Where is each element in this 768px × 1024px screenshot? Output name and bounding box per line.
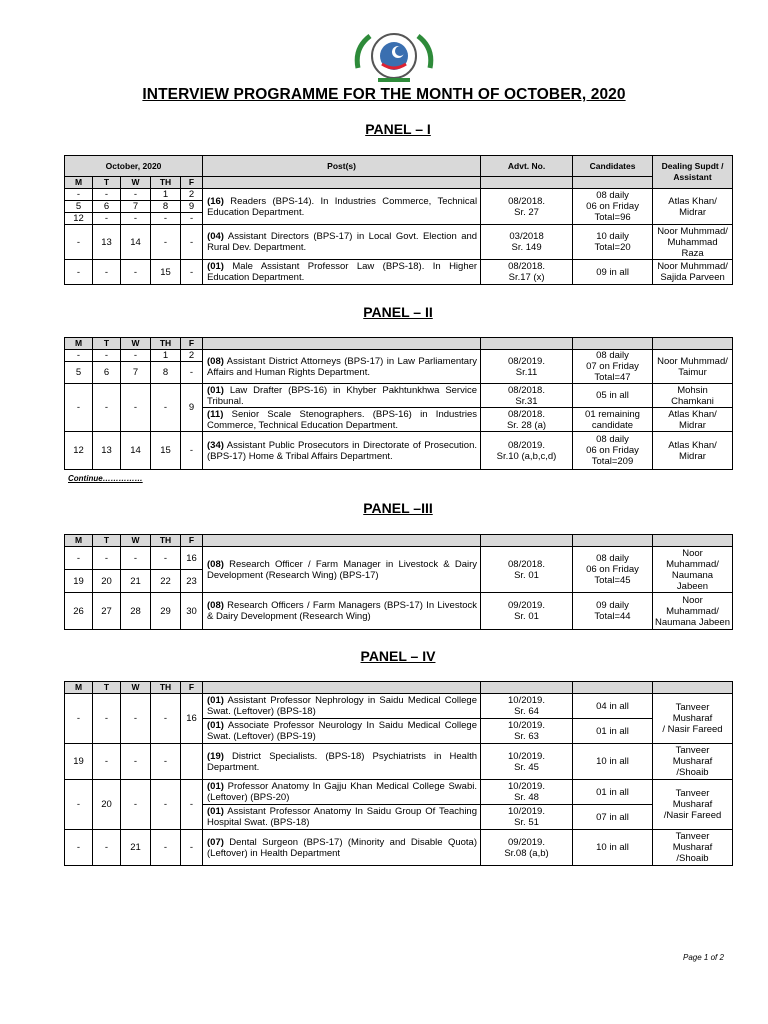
post-cell: (34) Assistant Public Prosecutors in Directorate of Prosecution. (BPS-17) Home & Tribal Affairs Department. [203,432,481,470]
day-cell: - [93,260,121,285]
candidates-cell: 01 in all [573,719,653,744]
day-cell: - [151,213,181,225]
day-cell: - [93,384,121,432]
post-cell: (16) Readers (BPS-14). In Industries Commerce, Technical Education Department. [203,189,481,225]
day-cell: - [151,384,181,432]
candidates-cell: 08 daily 07 on Friday Total=47 [573,350,653,384]
panel-4-table [64,681,733,866]
day-cell: - [121,780,151,830]
day-header: F [181,338,203,350]
supdt-cell: Noor Muhammad/ Naumana Jabeen [653,547,733,593]
day-header: W [121,682,151,694]
advt-cell: 08/2019. Sr.11 [481,350,573,384]
day-cell: - [121,260,151,285]
day-cell: 15 [151,260,181,285]
day-cell: 26 [65,593,93,630]
day-cell: - [65,350,93,362]
day-cell: - [121,694,151,744]
advt-cell: 09/2019. Sr. 01 [481,593,573,630]
day-cell: 27 [93,593,121,630]
month-header: October, 2020 [65,156,203,177]
day-header: T [93,338,121,350]
advt-cell: 03/2018 Sr. 149 [481,225,573,260]
candidates-cell: 09 in all [573,260,653,285]
day-cell: 1 [151,189,181,201]
candidates-cell: 08 daily 06 on Friday Total=96 [573,189,653,225]
advt-cell: 08/2019. Sr.10 (a,b,c,d) [481,432,573,470]
post-cell: (07) Dental Surgeon (BPS-17) (Minority and Disable Quota) (Leftover) in Health Department [203,830,481,866]
supdt-cell: Atlas Khan/ Midrar [653,189,733,225]
candidates-cell: 04 in all [573,694,653,719]
supdt-cell: Noor Muhmmad/ Taimur [653,350,733,384]
advt-cell: 08/2018. Sr. 28 (a) [481,408,573,432]
commission-seal-icon [352,28,436,86]
day-header: M [65,535,93,547]
day-header: M [65,338,93,350]
day-cell: - [65,694,93,744]
day-cell: 22 [151,570,181,593]
candidates-cell: 10 in all [573,830,653,866]
day-cell: - [121,189,151,201]
advt-cell: 08/2018. Sr.31 [481,384,573,408]
day-header: T [93,682,121,694]
day-cell: 5 [65,362,93,384]
advt-cell: 08/2018. Sr.17 (x) [481,260,573,285]
day-cell: - [65,547,93,570]
day-cell: - [93,189,121,201]
day-header: F [181,177,203,189]
supdt-cell: Tanveer Musharaf /Nasir Fareed [653,780,733,830]
day-cell: - [93,830,121,866]
day-cell: - [65,384,93,432]
day-cell: 29 [151,593,181,630]
day-cell: 8 [151,362,181,384]
day-cell: - [181,432,203,470]
panel-3-title: PANEL –III [363,500,433,516]
day-header: TH [151,338,181,350]
day-cell: 30 [181,593,203,630]
day-cell: - [121,384,151,432]
post-cell: (01) Assistant Professor Anatomy In Saidu Group Of Teaching Hospital Swat. (BPS-18) [203,805,481,830]
supdt-cell: Mohsin Chamkani [653,384,733,408]
day-cell: - [65,260,93,285]
advt-header: Advt. No. [481,156,573,177]
post-cell: (04) Assistant Directors (BPS-17) in Local Govt. Election and Rural Dev. Department. [203,225,481,260]
day-cell: 19 [65,570,93,593]
post-cell: (01) Associate Professor Neurology In Saidu Medical College Swat. (Leftover) (BPS-19) [203,719,481,744]
day-cell: - [121,350,151,362]
day-cell: 2 [181,350,203,362]
panel-4-title: PANEL – IV [360,648,436,664]
day-cell: 8 [151,201,181,213]
day-cell: 21 [121,830,151,866]
candidates-cell: 01 in all [573,780,653,805]
post-cell: (08) Research Officer / Farm Manager in Livestock & Dairy Development (Research Wing) (BPS-17) [203,547,481,593]
day-cell: 12 [65,213,93,225]
day-header: T [93,535,121,547]
panel-2-title: PANEL – II [363,304,433,320]
day-cell: 9 [181,201,203,213]
day-cell: - [121,744,151,780]
supdt-cell: Atlas Khan/ Midrar [653,408,733,432]
day-cell: 6 [93,362,121,384]
candidates-cell: 07 in all [573,805,653,830]
day-header: F [181,682,203,694]
day-cell: - [181,362,203,384]
post-cell: (01) Professor Anatomy In Gajju Khan Medical College Swabi. (Leftover) (BPS-20) [203,780,481,805]
day-cell: 7 [121,362,151,384]
post-cell: (11) Senior Scale Stenographers. (BPS-16) in Industries Commerce, Technical Education Department. [203,408,481,432]
continue-note: Continue…………… [68,474,143,483]
day-cell: 20 [93,780,121,830]
advt-cell: 10/2019. Sr. 64 [481,694,573,719]
supdt-header: Dealing Supdt / Assistant [653,156,733,189]
page-title: INTERVIEW PROGRAMME FOR THE MONTH OF OCTOBER, 2020 [142,86,626,103]
day-cell: - [121,547,151,570]
day-cell: - [151,547,181,570]
day-cell: - [181,225,203,260]
day-cell: - [93,744,121,780]
day-cell: - [93,547,121,570]
advt-cell: 10/2019. Sr. 48 [481,780,573,805]
day-cell: - [65,225,93,260]
day-cell: 5 [65,201,93,213]
day-cell: - [151,830,181,866]
day-header: TH [151,177,181,189]
day-cell: 16 [181,694,203,744]
day-cell: - [121,213,151,225]
day-cell: 16 [181,547,203,570]
advt-cell: 08/2018. Sr. 01 [481,547,573,593]
day-cell: 13 [93,225,121,260]
day-cell: - [65,780,93,830]
supdt-cell: Noor Muhammad/ Naumana Jabeen [653,593,733,630]
post-cell: (08) Assistant District Attorneys (BPS-17) in Law Parliamentary Affairs and Human Rights Department. [203,350,481,384]
day-cell [181,744,203,780]
day-header: TH [151,682,181,694]
day-cell: - [181,780,203,830]
day-cell: 28 [121,593,151,630]
advt-cell: 10/2019. Sr. 45 [481,744,573,780]
day-cell: - [181,260,203,285]
day-cell: 19 [65,744,93,780]
advt-cell: 09/2019. Sr.08 (a,b) [481,830,573,866]
post-cell: (19) District Specialists. (BPS-18) Psychiatrists in Health Department. [203,744,481,780]
day-cell: 14 [121,225,151,260]
day-cell: 2 [181,189,203,201]
post-cell: (01) Male Assistant Professor Law (BPS-18). In Higher Education Department. [203,260,481,285]
panel-1-title: PANEL – I [365,121,431,137]
day-cell: - [93,350,121,362]
day-header: M [65,177,93,189]
candidates-cell: 08 daily 06 on Friday Total=45 [573,547,653,593]
advt-cell: 08/2018. Sr. 27 [481,189,573,225]
day-cell: 20 [93,570,121,593]
post-cell: (08) Research Officers / Farm Managers (BPS-17) In Livestock & Dairy Development (Research Wing) [203,593,481,630]
panel-3-table [64,534,733,630]
day-header: W [121,177,151,189]
posts-header: Post(s) [203,156,481,177]
day-header: T [93,177,121,189]
advt-cell: 10/2019. Sr. 51 [481,805,573,830]
post-cell: (01) Assistant Professor Nephrology in Saidu Medical College Swat. (Leftover) (BPS-18) [203,694,481,719]
candidates-header: Candidates [573,156,653,177]
candidates-cell: 08 daily 06 on Friday Total=209 [573,432,653,470]
day-header: W [121,338,151,350]
candidates-cell: 09 daily Total=44 [573,593,653,630]
day-cell: 7 [121,201,151,213]
supdt-cell: Tanveer Musharaf /Shoaib [653,830,733,866]
supdt-cell: Tanveer Musharaf /Shoaib [653,744,733,780]
day-cell: - [151,225,181,260]
panel-1-table [64,155,733,285]
day-cell: 15 [151,432,181,470]
day-cell: 23 [181,570,203,593]
panel-2-table [64,337,733,470]
day-cell: - [65,830,93,866]
day-cell: - [93,213,121,225]
day-cell: - [65,189,93,201]
day-cell: 9 [181,384,203,432]
day-header: M [65,682,93,694]
post-cell: (01) Law Drafter (BPS-16) in Khyber Pakhtunkhwa Service Tribunal. [203,384,481,408]
day-cell: - [93,694,121,744]
supdt-cell: Atlas Khan/ Midrar [653,432,733,470]
day-cell: - [181,830,203,866]
day-cell: 12 [65,432,93,470]
day-cell: - [181,213,203,225]
day-cell: 6 [93,201,121,213]
day-cell: 1 [151,350,181,362]
day-cell: - [151,780,181,830]
advt-cell: 10/2019. Sr. 63 [481,719,573,744]
day-header: TH [151,535,181,547]
candidates-cell: 01 remaining candidate [573,408,653,432]
day-cell: - [151,744,181,780]
supdt-cell: Noor Muhmmad/ Sajida Parveen [653,260,733,285]
candidates-cell: 10 daily Total=20 [573,225,653,260]
day-header: F [181,535,203,547]
candidates-cell: 05 in all [573,384,653,408]
candidates-cell: 10 in all [573,744,653,780]
supdt-cell: Tanveer Musharaf / Nasir Fareed [653,694,733,744]
supdt-cell: Noor Muhmmad/ Muhammad Raza [653,225,733,260]
day-cell: 21 [121,570,151,593]
day-cell: - [151,694,181,744]
day-cell: 14 [121,432,151,470]
day-cell: 13 [93,432,121,470]
page-number: Page 1 of 2 [683,953,724,962]
day-header: W [121,535,151,547]
